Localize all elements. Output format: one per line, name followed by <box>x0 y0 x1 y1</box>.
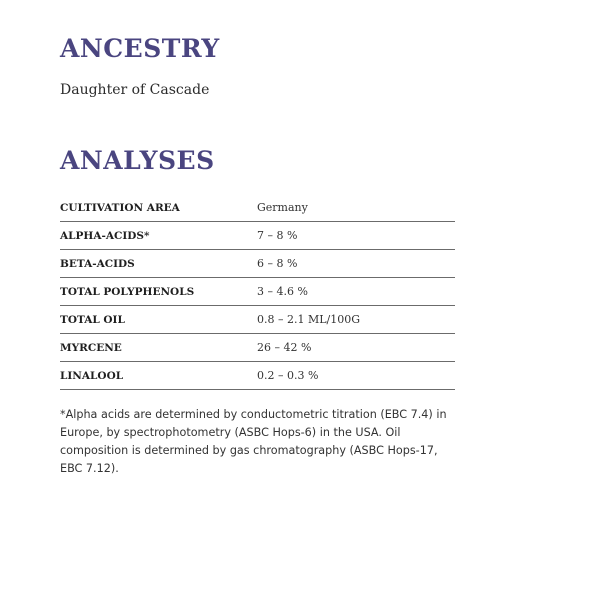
table-row <box>60 306 455 334</box>
table-row <box>60 362 455 390</box>
row-value: 26 – 42 % <box>257 334 455 362</box>
row-value: 7 – 8 % <box>257 222 455 250</box>
row-label: BETA-ACIDS <box>60 250 257 278</box>
row-value: 0.8 – 2.1 ML/100G <box>257 306 455 334</box>
row-value: 3 – 4.6 % <box>257 278 455 306</box>
table-row <box>60 334 455 362</box>
row-label: MYRCENE <box>60 334 257 362</box>
content-area <box>60 32 455 478</box>
analyses-table <box>60 194 455 390</box>
row-value: 6 – 8 % <box>257 250 455 278</box>
analyses-footnote: *Alpha acids are determined by conductometric titration (EBC 7.4) in Europe, by spectrophotometry (ASBC Hops-6) in the USA. Oil composition is determined by gas chromatography (ASBC Hops-17, EBC 7.12). <box>60 408 447 475</box>
table-row <box>60 222 455 250</box>
row-value: Germany <box>257 194 455 222</box>
row-label: LINALOOL <box>60 362 257 390</box>
table-row <box>60 250 455 278</box>
row-value: 0.2 – 0.3 % <box>257 362 455 390</box>
table-row <box>60 194 455 222</box>
row-label: ALPHA-ACIDS* <box>60 222 257 250</box>
row-label: CULTIVATION AREA <box>60 194 257 222</box>
ancestry-heading: ANCESTRY <box>60 34 220 63</box>
ancestry-text: Daughter of Cascade <box>60 82 210 98</box>
analyses-heading: ANALYSES <box>60 146 215 175</box>
row-label: TOTAL OIL <box>60 306 257 334</box>
table-row <box>60 278 455 306</box>
row-label: TOTAL POLYPHENOLS <box>60 278 257 306</box>
